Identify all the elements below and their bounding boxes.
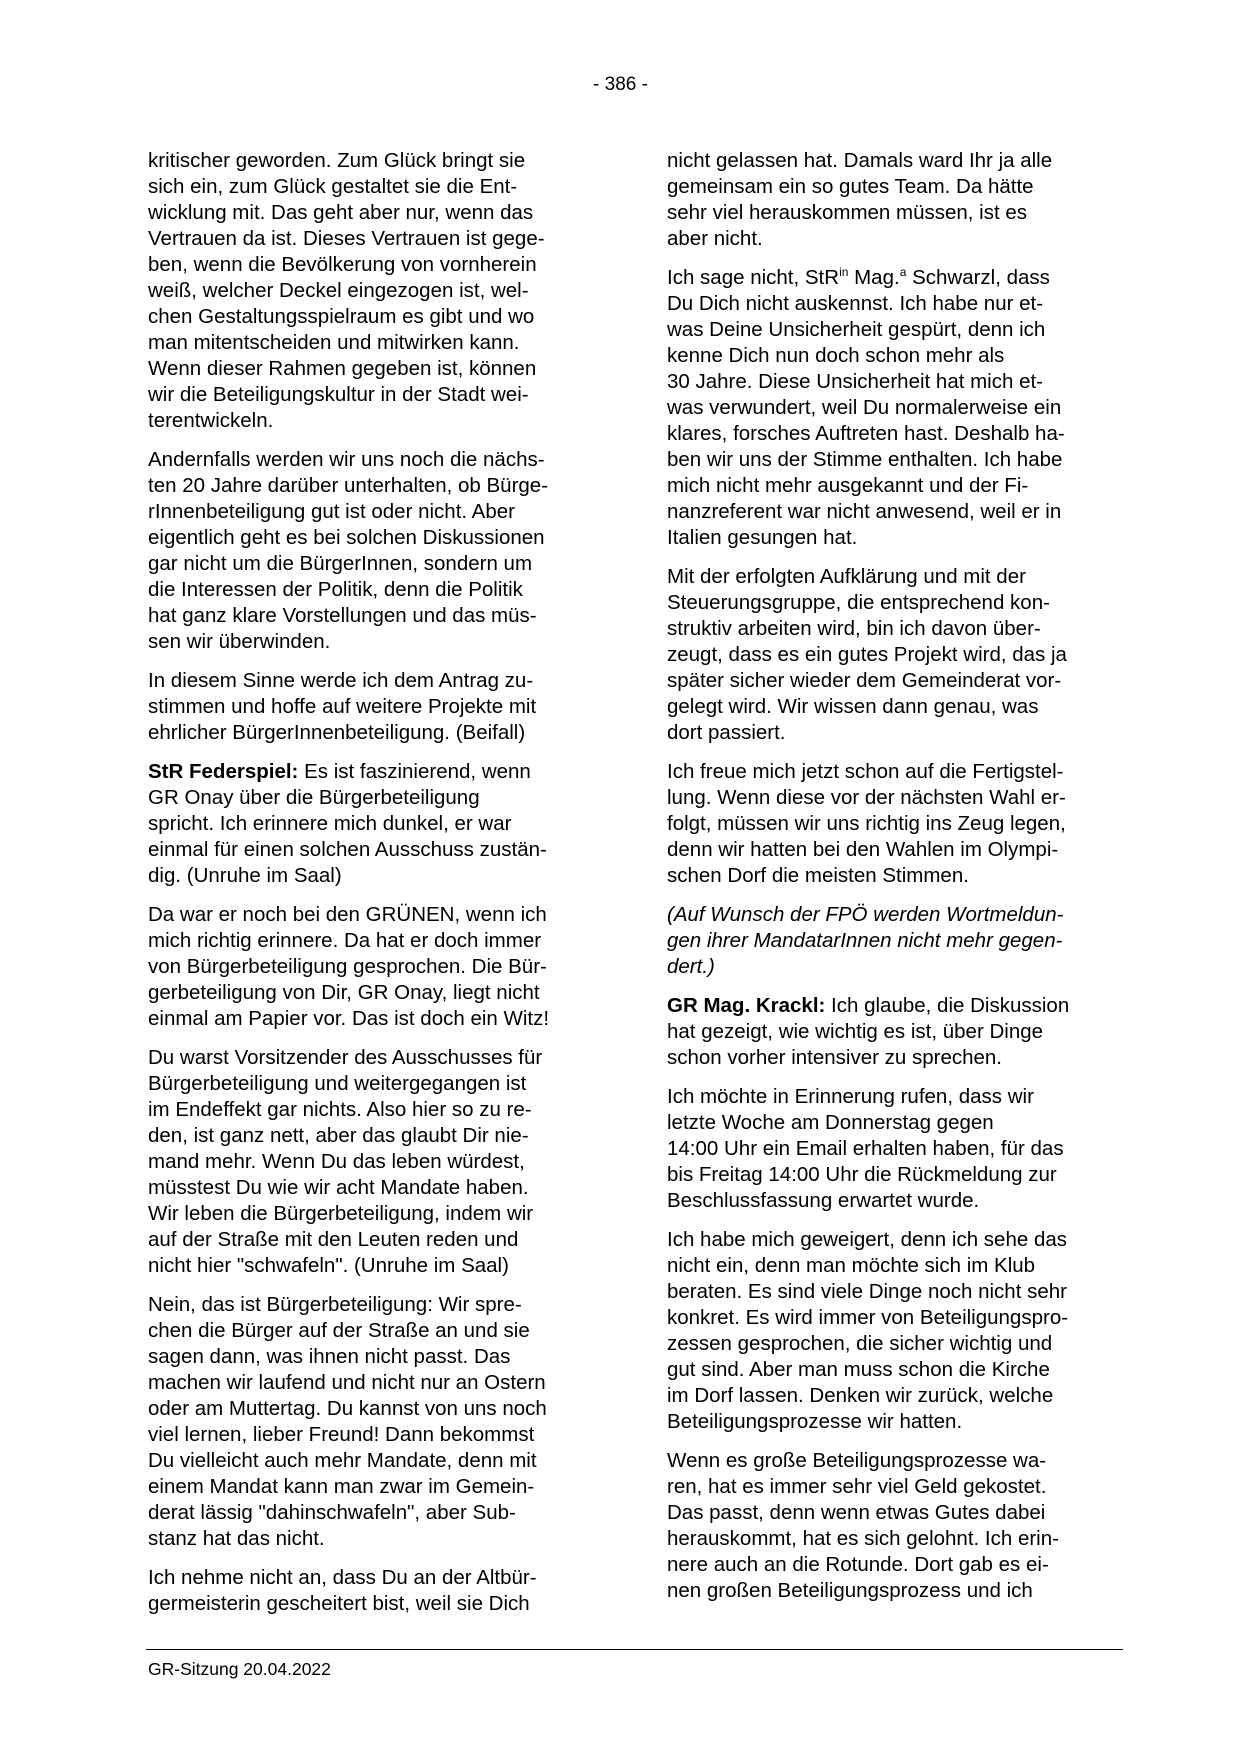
paragraph xyxy=(667,1448,1113,1604)
text-line: Du vielleicht auch mehr Mandate, denn mit xyxy=(148,1449,537,1472)
text-line: germeisterin gescheitert bist, weil sie Dich xyxy=(148,1592,530,1615)
text-line: einmal am Papier vor. Das ist doch ein Witz! xyxy=(148,1007,550,1030)
text-line: dig. (Unruhe im Saal) xyxy=(148,864,342,887)
text-line: gar nicht um die BürgerInnen, sondern um xyxy=(148,552,533,575)
text-segment: Schwarzl, dass xyxy=(906,266,1050,289)
paragraph xyxy=(148,1045,594,1279)
text-line: In diesem Sinne werde ich dem Antrag zu- xyxy=(148,669,534,692)
text-line: Ich möchte in Erinnerung rufen, dass wir xyxy=(667,1085,1034,1108)
right-text-column xyxy=(667,148,1113,1617)
text-line: hat ganz klare Vorstellungen und das müs- xyxy=(148,604,537,627)
text-line: gemeinsam ein so gutes Team. Da hätte xyxy=(667,175,1034,198)
paragraph xyxy=(667,1084,1113,1214)
text-line: schon vorher intensiver zu sprechen. xyxy=(667,1046,1003,1069)
text-line: müsstest Du wie wir acht Mandate haben. xyxy=(148,1176,529,1199)
text-line: Ich habe mich geweigert, denn ich sehe das xyxy=(667,1228,1068,1251)
text-line: zeugt, dass es ein gutes Projekt wird, das ja xyxy=(667,643,1067,666)
text-line: weiß, welcher Deckel eingezogen ist, wel- xyxy=(148,279,529,302)
text-line: später sicher wieder dem Gemeinderat vor- xyxy=(667,669,1062,692)
text-line: ben, wenn die Bevölkerung von vornherein xyxy=(148,253,537,276)
text-line: denn wir hatten bei den Wahlen im Olympi- xyxy=(667,838,1059,861)
text-line: einem Mandat kann man zwar im Gemein- xyxy=(148,1475,535,1498)
page-number: - 386 - xyxy=(593,74,648,95)
speaker-line xyxy=(148,759,594,785)
text-line: nicht gelassen hat. Damals ward Ihr ja alle xyxy=(667,149,1053,172)
text-line: kritischer geworden. Zum Glück bringt sie xyxy=(148,149,526,172)
text-line: mich nicht mehr ausgekannt und der Fi- xyxy=(667,474,1029,497)
text-line: ben wir uns der Stimme enthalten. Ich habe xyxy=(667,448,1063,471)
text-line: Nein, das ist Bürgerbeteiligung: Wir spre- xyxy=(148,1293,522,1316)
text-line: den, ist ganz nett, aber das glaubt Dir nie- xyxy=(148,1124,529,1147)
text-segment: Mag. xyxy=(848,266,900,289)
text-line xyxy=(667,265,1113,291)
text-line: wir die Beteiligungskultur in der Stadt wei- xyxy=(148,383,529,406)
paragraph xyxy=(667,902,1113,980)
text-line: machen wir laufend und nicht nur an Ostern xyxy=(148,1371,546,1394)
text-line: eigentlich geht es bei solchen Diskussionen xyxy=(148,526,545,549)
text-line: Das passt, denn wenn etwas Gutes dabei xyxy=(667,1501,1046,1524)
text-line: nicht ein, denn man möchte sich im Klub xyxy=(667,1254,1036,1277)
text-line: 30 Jahre. Diese Unsicherheit hat mich et- xyxy=(667,370,1044,393)
text-line: die Interessen der Politik, denn die Politik xyxy=(148,578,523,601)
text-line: spricht. Ich erinnere mich dunkel, er war xyxy=(148,812,512,835)
speaker-name: StR Federspiel: xyxy=(148,760,299,783)
text-line: ren, hat es immer sehr viel Geld gekostet. xyxy=(667,1475,1047,1498)
text-line: auf der Straße mit den Leuten reden und xyxy=(148,1228,519,1251)
text-line: Ich freue mich jetzt schon auf die Fertigstel- xyxy=(667,760,1064,783)
text-segment: Ich sage nicht, StR xyxy=(667,266,840,289)
text-line: was Deine Unsicherheit gespürt, denn ich xyxy=(667,318,1046,341)
text-line: Beteiligungsprozesse wir hatten. xyxy=(667,1410,963,1433)
text-line: im Dorf lassen. Denken wir zurück, welche xyxy=(667,1384,1054,1407)
text-line: struktiv arbeiten wird, bin ich davon über- xyxy=(667,617,1041,640)
paragraph xyxy=(148,759,594,889)
text-line: nen großen Beteiligungsprozess und ich xyxy=(667,1579,1033,1602)
text-line: 14:00 Uhr ein Email erhalten haben, für das xyxy=(667,1137,1064,1160)
text-line: chen die Bürger auf der Straße an und sie xyxy=(148,1319,530,1342)
text-line: ehrlicher BürgerInnenbeteiligung. (Beifall) xyxy=(148,721,526,744)
left-text-column xyxy=(148,148,594,1630)
paragraph xyxy=(667,993,1113,1071)
text-line: ten 20 Jahre darüber unterhalten, ob Bürge- xyxy=(148,474,549,497)
paragraph xyxy=(148,1565,594,1617)
text-line: stimmen und hoffe auf weitere Projekte mit xyxy=(148,695,537,718)
paragraph xyxy=(667,564,1113,746)
text-line: Bürgerbeteiligung und weitergegangen ist xyxy=(148,1072,527,1095)
paragraph xyxy=(667,148,1113,252)
text-line: aber nicht. xyxy=(667,227,763,250)
footer-divider xyxy=(146,1649,1123,1650)
text-line: sagen dann, was ihnen nicht passt. Das xyxy=(148,1345,511,1368)
text-line: kenne Dich nun doch schon mehr als xyxy=(667,344,1005,367)
text-line: chen Gestaltungsspielraum es gibt und wo xyxy=(148,305,535,328)
text-line: Italien gesungen hat. xyxy=(667,526,858,549)
text-line: wicklung mit. Das geht aber nur, wenn das xyxy=(148,201,534,224)
text-line: Beschlussfassung erwartet wurde. xyxy=(667,1189,980,1212)
text-line: terentwickeln. xyxy=(148,409,274,432)
superscript: in xyxy=(839,265,849,280)
text-line: Ich glaube, die Diskussion xyxy=(825,994,1070,1017)
text-line: Du Dich nicht auskennst. Ich habe nur et- xyxy=(667,292,1044,315)
text-line: rInnenbeteiligung gut ist oder nicht. Aber xyxy=(148,500,515,523)
text-line: stanz hat das nicht. xyxy=(148,1527,325,1550)
paragraph xyxy=(667,1227,1113,1435)
text-line: gen ihrer MandatarInnen nicht mehr gegen- xyxy=(667,929,1063,952)
text-line: gut sind. Aber man muss schon die Kirche xyxy=(667,1358,1050,1381)
text-line: dort passiert. xyxy=(667,721,786,744)
text-line: sich ein, zum Glück gestaltet sie die Ent- xyxy=(148,175,518,198)
text-line: beraten. Es sind viele Dinge noch nicht sehr xyxy=(667,1280,1067,1303)
text-line: Ich nehme nicht an, dass Du an der Altbür- xyxy=(148,1566,537,1589)
text-line: bis Freitag 14:00 Uhr die Rückmeldung zur xyxy=(667,1163,1057,1186)
text-line: derat lässig "dahinschwafeln", aber Sub- xyxy=(148,1501,516,1524)
text-line: Wenn es große Beteiligungsprozesse wa- xyxy=(667,1449,1047,1472)
paragraph xyxy=(148,447,594,655)
paragraph xyxy=(148,668,594,746)
paragraph xyxy=(148,902,594,1032)
paragraph xyxy=(148,148,594,434)
text-line: viel lernen, lieber Freund! Dann bekommst xyxy=(148,1423,535,1446)
text-line: konkret. Es wird immer von Beteiligungspro- xyxy=(667,1306,1069,1329)
text-line: Andernfalls werden wir uns noch die nächs- xyxy=(148,448,545,471)
text-line: lung. Wenn diese vor der nächsten Wahl er- xyxy=(667,786,1066,809)
text-line: Da war er noch bei den GRÜNEN, wenn ich xyxy=(148,903,547,926)
footer-session-date: GR-Sitzung 20.04.2022 xyxy=(148,1659,331,1679)
text-line: nere auch an die Rotunde. Dort gab es ei- xyxy=(667,1553,1049,1576)
text-line: gerbeteiligung von Dir, GR Onay, liegt nicht xyxy=(148,981,540,1004)
text-line: zessen gesprochen, die sicher wichtig und xyxy=(667,1332,1053,1355)
text-line: was verwundert, weil Du normalerweise ein xyxy=(667,396,1062,419)
text-line: hat gezeigt, wie wichtig es ist, über Dinge xyxy=(667,1020,1044,1043)
text-line: letzte Woche am Donnerstag gegen xyxy=(667,1111,994,1134)
text-line: nicht hier "schwafeln". (Unruhe im Saal) xyxy=(148,1254,509,1277)
text-line: einmal für einen solchen Ausschuss zustän- xyxy=(148,838,547,861)
text-line: sehr viel herauskommen müssen, ist es xyxy=(667,201,1028,224)
speaker-name: GR Mag. Krackl: xyxy=(667,994,826,1017)
text-line: sen wir überwinden. xyxy=(148,630,331,653)
text-line: Du warst Vorsitzender des Ausschusses für xyxy=(148,1046,543,1069)
text-line: mich richtig erinnere. Da hat er doch immer xyxy=(148,929,542,952)
text-line: mand mehr. Wenn Du das leben würdest, xyxy=(148,1150,525,1173)
text-line: von Bürgerbeteiligung gesprochen. Die Bür- xyxy=(148,955,547,978)
superscript: a xyxy=(899,265,907,280)
text-line: Wenn dieser Rahmen gegeben ist, können xyxy=(148,357,537,380)
text-line: nanzreferent war nicht anwesend, weil er in xyxy=(667,500,1062,523)
text-line: folgt, müssen wir uns richtig ins Zeug legen, xyxy=(667,812,1066,835)
text-line: Es ist faszinierend, wenn xyxy=(298,760,531,783)
text-line: oder am Muttertag. Du kannst von uns noch xyxy=(148,1397,547,1420)
text-line: klares, forsches Auftreten hast. Deshalb ha- xyxy=(667,422,1065,445)
text-line: im Endeffekt gar nichts. Also hier so zu re- xyxy=(148,1098,532,1121)
paragraph xyxy=(667,759,1113,889)
text-line: (Auf Wunsch der FPÖ werden Wortmeldun- xyxy=(667,903,1064,926)
text-line: man mitentscheiden und mitwirken kann. xyxy=(148,331,520,354)
text-line: Mit der erfolgten Aufklärung und mit der xyxy=(667,565,1026,588)
text-line: Wir leben die Bürgerbeteiligung, indem wir xyxy=(148,1202,534,1225)
text-line: GR Onay über die Bürgerbeteiligung xyxy=(148,786,480,809)
text-line: dert.) xyxy=(667,955,715,978)
text-line: herauskommt, hat es sich gelohnt. Ich erin- xyxy=(667,1527,1059,1550)
speaker-line xyxy=(667,993,1113,1019)
text-line: schen Dorf die meisten Stimmen. xyxy=(667,864,969,887)
text-line: gelegt wird. Wir wissen dann genau, was xyxy=(667,695,1039,718)
paragraph xyxy=(667,265,1113,551)
paragraph xyxy=(148,1292,594,1552)
text-line: Steuerungsgruppe, die entsprechend kon- xyxy=(667,591,1050,614)
text-line: Vertrauen da ist. Dieses Vertrauen ist gege- xyxy=(148,227,545,250)
